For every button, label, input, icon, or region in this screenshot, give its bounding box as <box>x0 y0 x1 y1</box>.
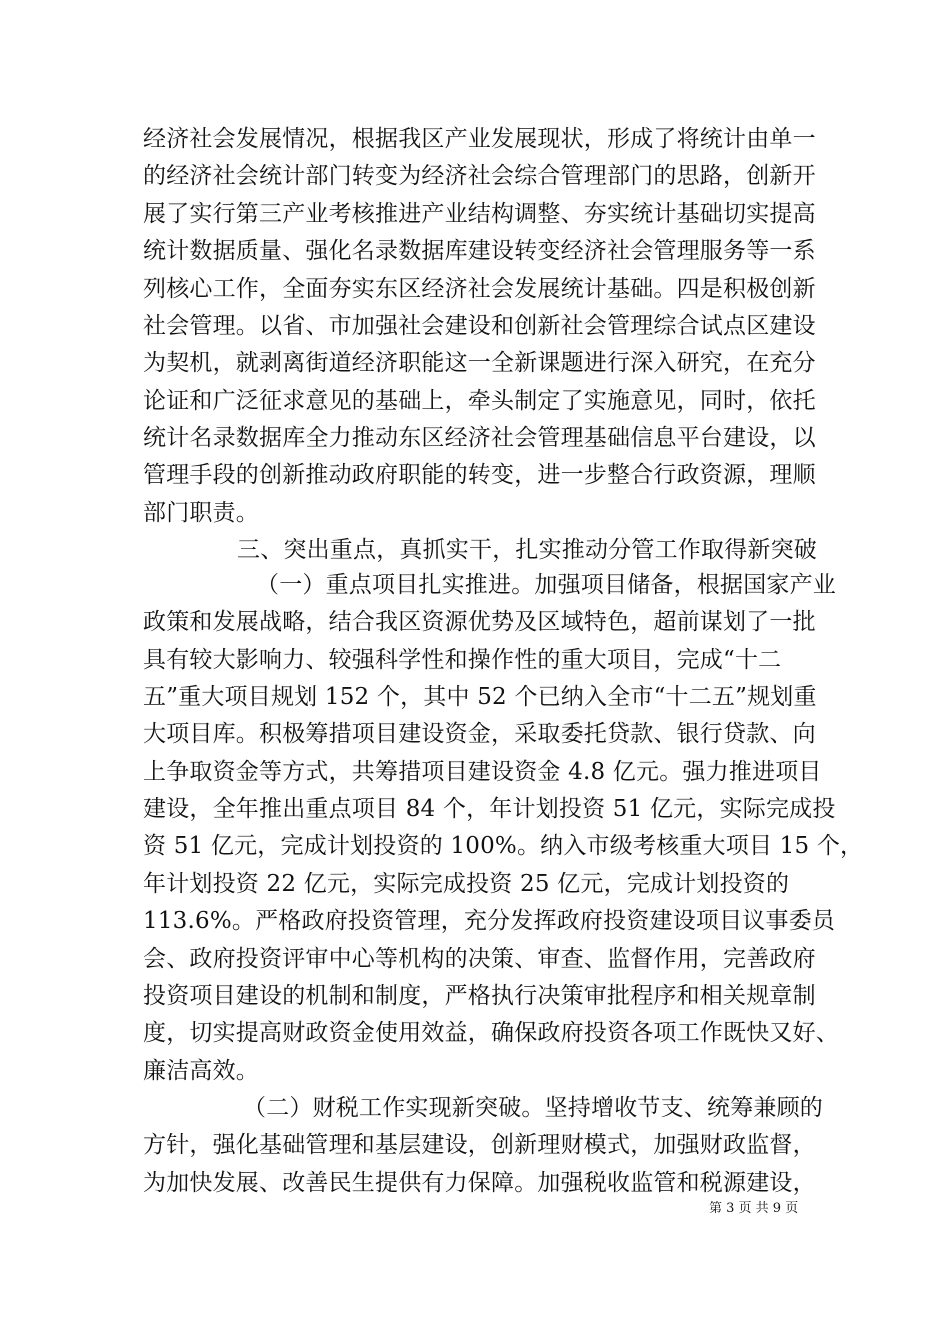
text-line: 会、政府投资评审中心等机构的决策、审查、监督作用，完善政府 <box>143 946 816 972</box>
text-line: 论证和广泛征求意见的基础上，牵头制定了实施意见，同时，依托 <box>143 388 816 414</box>
text-line: 建设，全年推出重点项目 84 个，年计划投资 51 亿元，实际完成投 <box>143 796 836 822</box>
text-line: 部门职责。 <box>143 500 259 526</box>
text-line: 年计划投资 22 亿元，实际完成投资 25 亿元，完成计划投资的 <box>143 871 790 897</box>
text-line: 的经济社会统计部门转变为经济社会综合管理部门的思路，创新开 <box>143 163 816 189</box>
text-line: 管理手段的创新推动政府职能的转变，进一步整合行政资源，理顺 <box>143 462 816 488</box>
text-line: （二）财税工作实现新突破。坚持增收节支、统筹兼顾的 <box>243 1095 823 1121</box>
text-line: 政策和发展战略，结合我区资源优势及区域特色，超前谋划了一批 <box>143 609 816 635</box>
text-line: 统计名录数据库全力推动东区经济社会管理基础信息平台建设，以 <box>143 425 816 451</box>
text-line: 统计数据质量、强化名录数据库建设转变经济社会管理服务等一系 <box>143 238 816 264</box>
text-line: 社会管理。以省、市加强社会建设和创新社会管理综合试点区建设 <box>143 313 816 339</box>
text-line: 113.6%。严格政府投资管理，充分发挥政府投资建设项目议事委员 <box>143 908 836 934</box>
text-line: 上争取资金等方式，共筹措项目建设资金 4.8 亿元。强力推进项目 <box>143 759 822 785</box>
text-line: 经济社会发展情况，根据我区产业发展现状，形成了将统计由单一 <box>143 126 816 152</box>
text-line: 廉洁高效。 <box>143 1058 259 1084</box>
text-line: 为契机，就剥离街道经济职能这一全新课题进行深入研究，在充分 <box>143 350 816 376</box>
page-number: 第 3 页 共 9 页 <box>709 1201 799 1216</box>
text-line: （一）重点项目扎实推进。加强项目储备，根据国家产业 <box>256 572 836 598</box>
text-line: 大项目库。积极筹措项目建设资金，采取委托贷款、银行贷款、向 <box>143 721 816 747</box>
text-line: 投资项目建设的机制和制度，严格执行决策审批程序和相关规章制 <box>143 983 816 1009</box>
text-line: 方针，强化基础管理和基层建设，创新理财模式，加强财政监督， <box>143 1132 816 1158</box>
text-line: 度，切实提高财政资金使用效益，确保政府投资各项工作既快又好、 <box>143 1020 839 1046</box>
text-line: 资 51 亿元，完成计划投资的 100%。纳入市级考核重大项目 15 个， <box>143 833 864 859</box>
section-heading: 三、突出重点，真抓实干，扎实推动分管工作取得新突破 <box>237 537 817 563</box>
text-line: 展了实行第三产业考核推进产业结构调整、夯实统计基础切实提高 <box>143 201 816 227</box>
text-line: 列核心工作，全面夯实东区经济社会发展统计基础。四是积极创新 <box>143 276 816 302</box>
text-line: 五”重大项目规划 152 个，其中 52 个已纳入全市“十二五”规划重 <box>143 684 817 710</box>
text-line: 为加快发展、改善民生提供有力保障。加强税收监管和税源建设， <box>143 1170 816 1196</box>
text-line: 具有较大影响力、较强科学性和操作性的重大项目，完成“十二 <box>143 647 782 673</box>
